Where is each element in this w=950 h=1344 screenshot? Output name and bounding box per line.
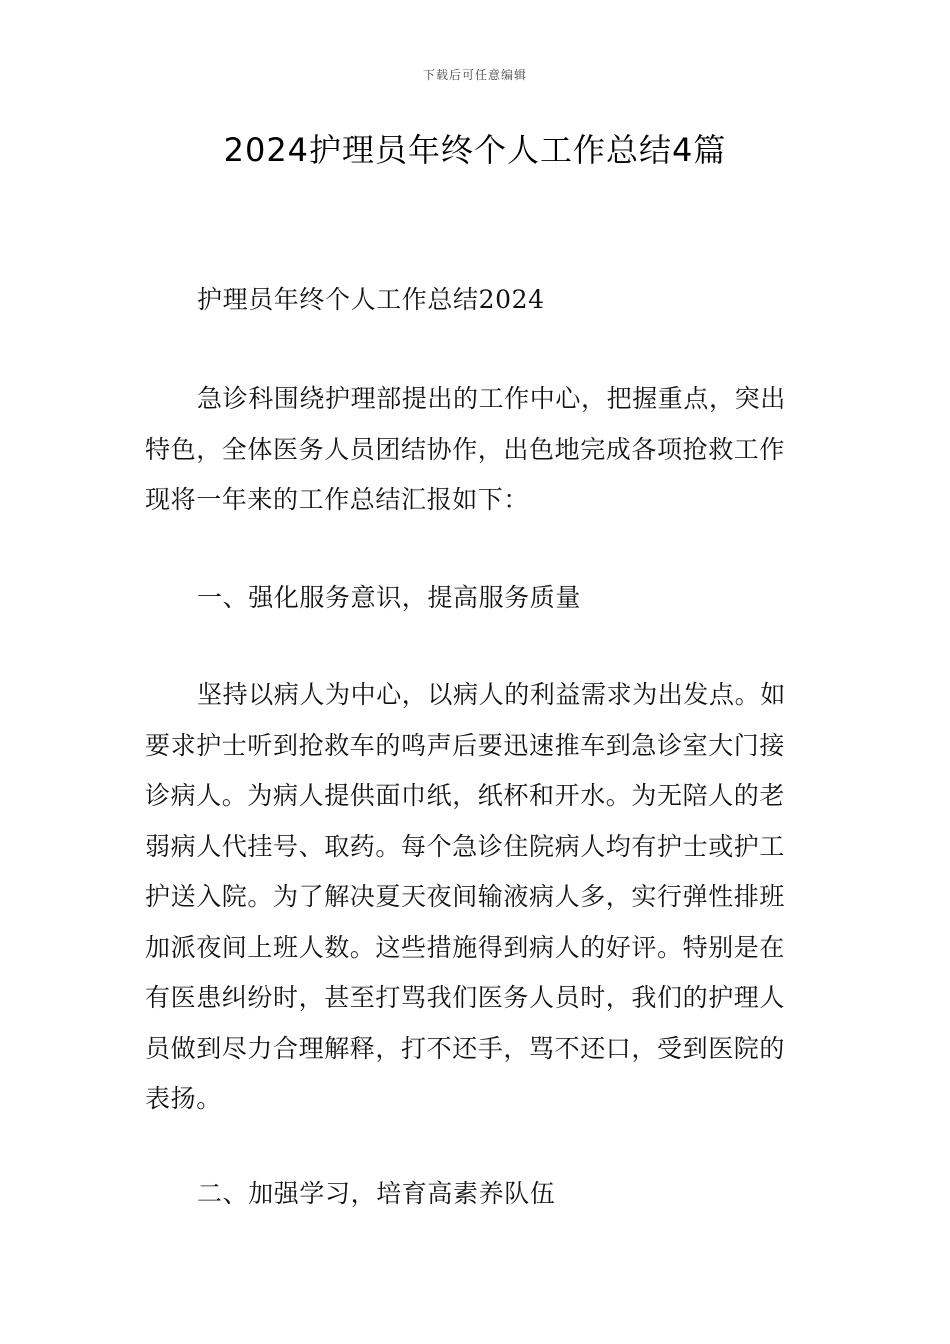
page-header-note: 下载后可任意编辑	[422, 68, 527, 82]
paragraph-intro: 急诊科围绕护理部提出的工作中心，把握重点，突出特色，全体医务人员团结协作，出色地完成各项抢救工作现将一年来的工作总结汇报如下：	[145, 384, 786, 514]
document-title: 2024护理员年终个人工作总结4篇	[223, 131, 727, 169]
section-heading-2: 二、加强学习，培育高素养队伍	[197, 1179, 556, 1208]
article-subtitle: 护理员年终个人工作总结2024	[197, 285, 545, 314]
paragraph-service: 坚持以病人为中心，以病人的利益需求为出发点。如要求护士听到抢救车的鸣声后要迅速推车到急诊室大门接诊病人。为病人提供面巾纸，纸杯和开水。为无陪人的老弱病人代挂号、取药。每个急诊住院病人均有护士或护工护送入院。为了解决夏天夜间输液病人多，实行弹性排班加派夜间上班人数。这些措施得到病人的好评。特别是在有医患纠纷时，甚至打骂我们医务人员时，我们的护理人员做到尽力合理解释，打不还手，骂不还口，受到医院的表扬。	[145, 680, 786, 1113]
section-heading-1: 一、强化服务意识，提高服务质量	[197, 583, 582, 612]
